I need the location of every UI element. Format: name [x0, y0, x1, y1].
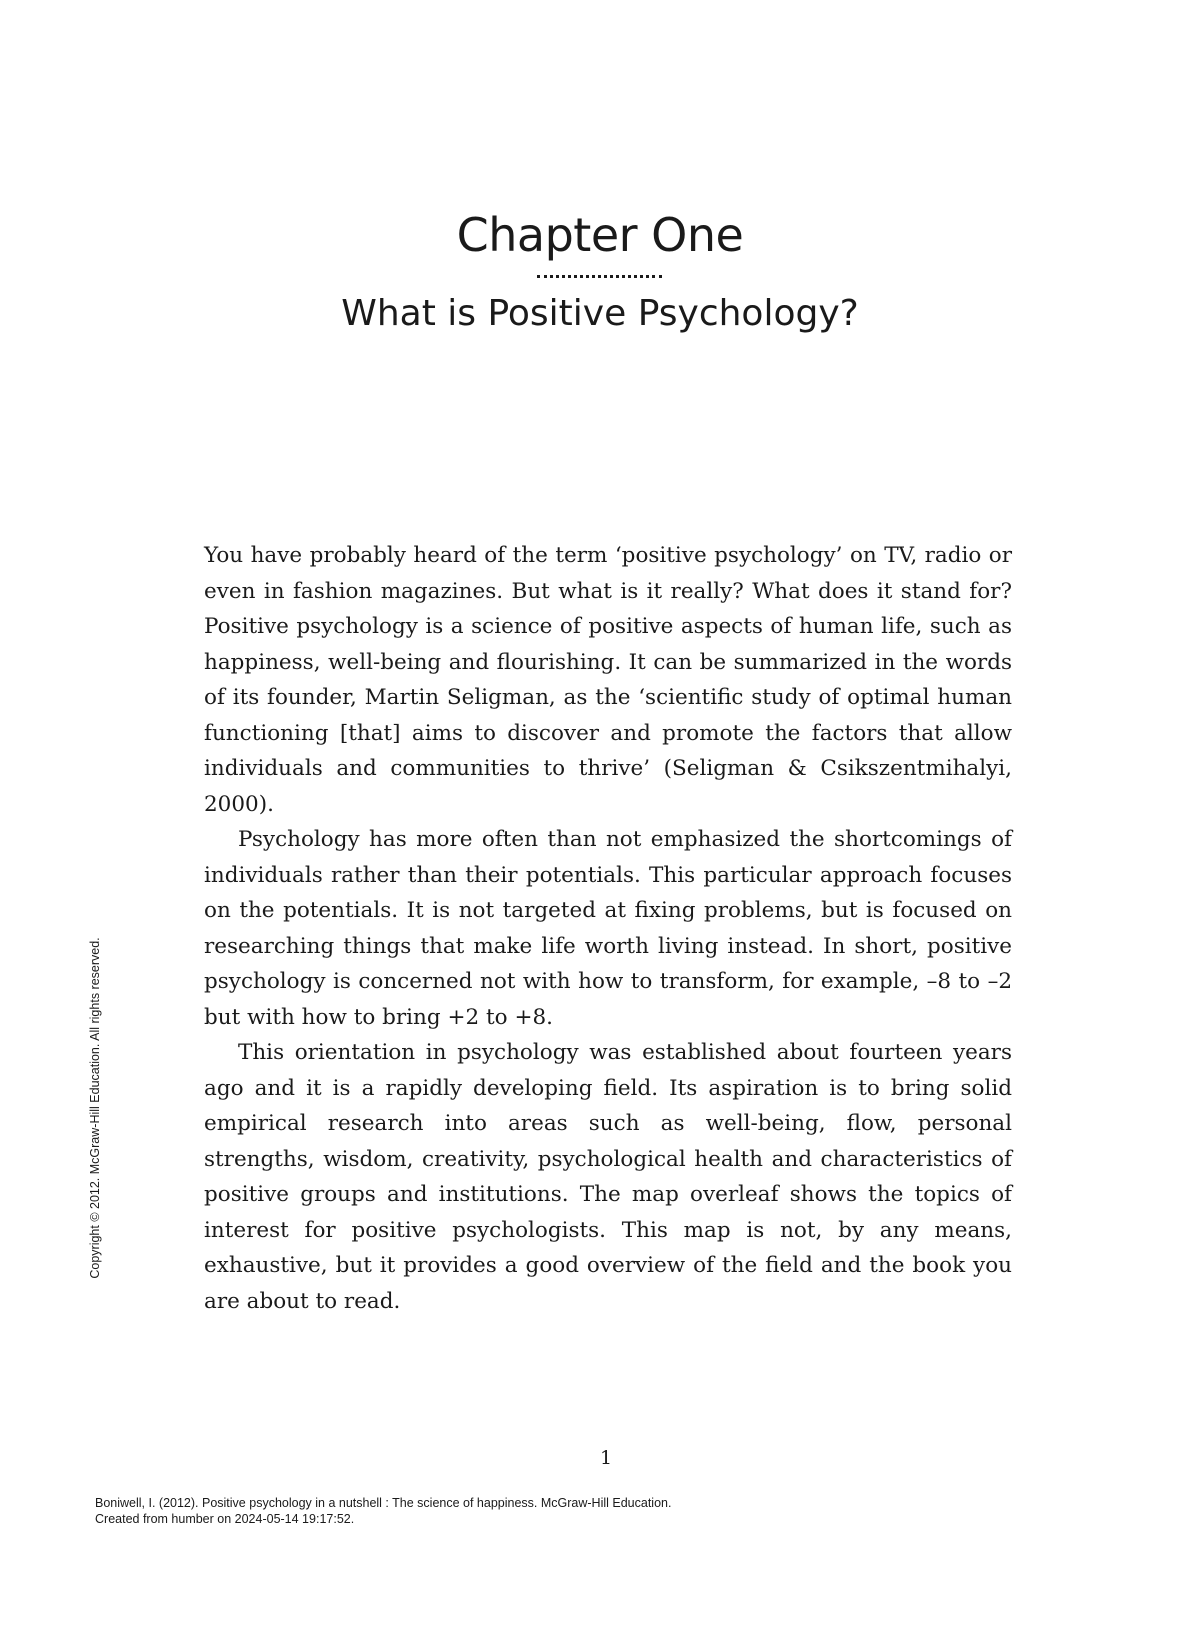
page-number: 1 [599, 1447, 613, 1469]
created-text: Created from humber on 2024-05-14 19:17:52. [95, 1512, 355, 1526]
paragraph-2: Psychology has more often than not emphasized the shortcomings of individuals rather than their potentials. This particular approach focuses on the potentials. It is not targeted at fixing problems, but is focused on researching things that make life worth living instead. In short, positive psychology is concerned not with how to transform, for example, –8 to –2 but with how to bring +2 to +8. [204, 827, 1012, 1030]
title-divider [537, 275, 662, 278]
paragraph-3: This orientation in psychology was established about fourteen years ago and it is a rapidly developing field. Its aspiration is to bring solid empirical research into areas such as well-being, flow, personal strengths, wisdom, creativity, psychological health and characteristics of positive groups and institutions. The map overleaf shows the topics of interest for positive psychologists. This map is not, by any means, exhaustive, but it provides a good overview of the field and the book you are about to read. [204, 1040, 1012, 1314]
body-text [204, 538, 1012, 1319]
copyright-text: Copyright © 2012. McGraw-Hill Education. All rights reserved. [88, 937, 102, 1279]
footer-citation [95, 1495, 671, 1527]
chapter-subtitle: What is Positive Psychology? [341, 293, 859, 334]
citation-text: Boniwell, I. (2012). Positive psychology in a nutshell : The science of happiness. McGraw-Hill Education. [95, 1496, 672, 1510]
chapter-title: Chapter One [456, 208, 744, 262]
paragraph-1: You have probably heard of the term ‘positive psychology’ on TV, radio or even in fashion magazines. But what is it really? What does it stand for? Positive psychology is a science of positive aspects of human life, such as happiness, well-being and flourishing. It can be summarized in the words of its founder, Martin Seligman, as the ‘scientific study of optimal human functioning [that] aims to discover and promote the factors that allow individuals and communities to thrive’ (Seligman & Csikszentmihalyi, 2000). [204, 543, 1012, 817]
